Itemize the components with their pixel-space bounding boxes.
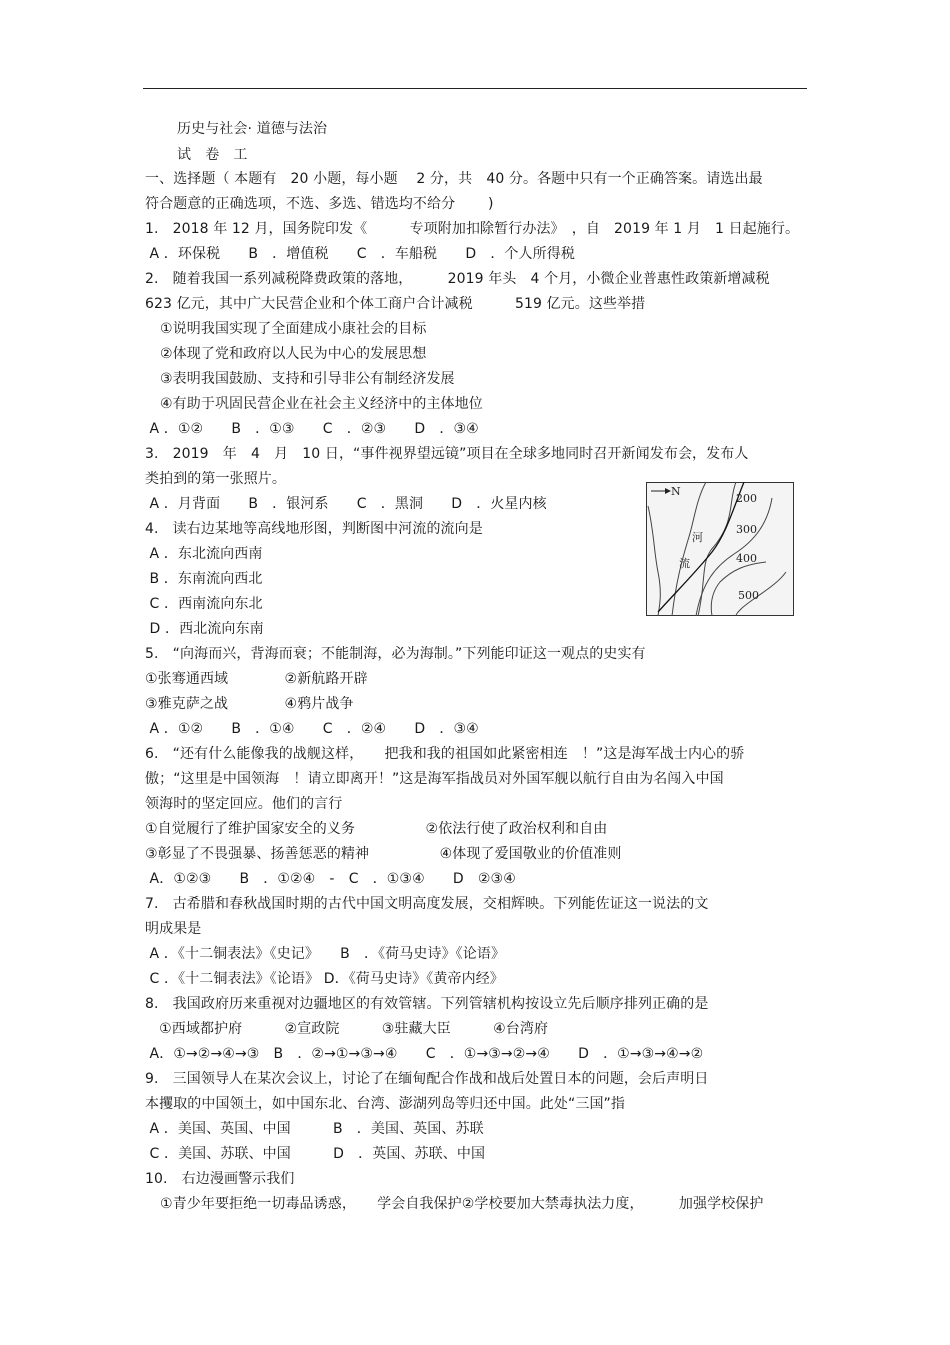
q4-option: D ．西北流向东南 bbox=[145, 621, 264, 637]
q9-stem-line1: 9. 三国领导人在某次会议上，讨论了在缅甸配合作战和战后处置日本的问题，会后声明日 bbox=[145, 1071, 709, 1087]
q9-options-row1: A ．美国、英国、中国 B ．美国、英国、苏联 bbox=[145, 1121, 484, 1137]
q2-item: ③表明我国鼓励、支持和引导非公有制经济发展 bbox=[160, 371, 455, 387]
q5-items-row1: ①张骞通西域 ②新航路开辟 bbox=[145, 671, 368, 687]
q2-item: ①说明我国实现了全面建成小康社会的目标 bbox=[160, 321, 427, 337]
header-rule bbox=[143, 88, 807, 89]
q5-items-row2: ③雅克萨之战 ④鸦片战争 bbox=[145, 696, 354, 712]
q3-stem-line2: 类拍到的第一张照片。 bbox=[145, 471, 286, 487]
q7-options-row1: A ．《十二铜表法》《史记》 B ．《荷马史诗》《论语》 bbox=[145, 946, 506, 962]
q8-stem: 8. 我国政府历来重视对边疆地区的有效管辖。下列管辖机构按设立先后顺序排列正确的是 bbox=[145, 996, 709, 1012]
paper-subtitle: 试 卷 工 bbox=[177, 147, 248, 163]
paper-title: 历史与社会· 道德与法治 bbox=[177, 121, 328, 137]
q1-options: A ．环保税 B ．增值税 C ．车船税 D ．个人所得税 bbox=[145, 246, 575, 262]
q4-option: C ．西南流向东北 bbox=[145, 596, 263, 612]
q5-options: A ．①② B ．①④ C ．②④ D ．③④ bbox=[145, 721, 479, 737]
q2-item: ②体现了党和政府以人民为中心的发展思想 bbox=[160, 346, 427, 362]
q4-option: A ．东北流向西南 bbox=[145, 546, 263, 562]
q2-stem-line1: 2. 随着我国一系列减税降费政策的落地， 2019 年头 4 个月，小微企业普惠性政策新增减税 bbox=[145, 271, 770, 287]
q10-stem: 10. 右边漫画警示我们 bbox=[145, 1171, 295, 1187]
q2-item: ④有助于巩固民营企业在社会主义经济中的主体地位 bbox=[160, 396, 483, 412]
north-label: N bbox=[671, 485, 681, 498]
q6-items-row2: ③彰显了不畏强暴、扬善惩恶的精神 ④体现了爱国敬业的价值准则 bbox=[145, 846, 622, 862]
q8-items: ①西域都护府 ②宣政院 ③驻藏大臣 ④台湾府 bbox=[145, 1021, 549, 1037]
contour-map bbox=[646, 482, 794, 616]
q2-options: A ．①② B ．①③ C ．②③ D ．③④ bbox=[145, 421, 479, 437]
q1-stem: 1. 2018 年 12 月，国务院印发《 专项附加扣除暂行办法》 ，自 2019 年 1 月 1 日起施行。 bbox=[145, 221, 800, 237]
section-instructions-line2: 符合题意的正确选项，不选、多选、错选均不给分 ) bbox=[145, 196, 494, 212]
river-label-1: 河 bbox=[692, 531, 703, 544]
q8-options: A．①→②→④→③ B ．②→①→③→④ C ．①→③→②→④ D ．①→③→④→② bbox=[145, 1046, 704, 1062]
q6-stem-line1: 6. “还有什么能像我的战舰这样， 把我和我的祖国如此紧密相连 ！”这是海军战士内心的骄 bbox=[145, 746, 745, 762]
q10-item1: ①青少年要拒绝一切毒品诱惑， 学会自我保护②学校要加大禁毒执法力度， 加强学校保护 bbox=[160, 1196, 764, 1212]
contour-label-300: 300 bbox=[736, 523, 757, 536]
q7-stem-line1: 7. 古希腊和春秋战国时期的古代中国文明高度发展，交相辉映。下列能佐证这一说法的文 bbox=[145, 896, 709, 912]
q4-option: B ．东南流向西北 bbox=[145, 571, 263, 587]
river-label-2: 流 bbox=[679, 557, 690, 570]
q6-items-row1: ①自觉履行了维护国家安全的义务 ②依法行使了政治权利和自由 bbox=[145, 821, 608, 837]
section-instructions-line1: 一、选择题（ 本题有 20 小题，每小题 2 分，共 40 分。各题中只有一个正确答案。请选出最 bbox=[145, 171, 763, 187]
q5-stem: 5. “向海而兴，背海而衰；不能制海，必为海制。”下列能印证这一观点的史实有 bbox=[145, 646, 646, 662]
q2-stem-line2: 623 亿元，其中广大民营企业和个体工商户合计减税 519 亿元。这些举措 bbox=[145, 296, 646, 312]
contour-label-200: 200 bbox=[736, 492, 757, 505]
contour-label-500: 500 bbox=[738, 589, 759, 602]
q6-stem-line3: 领海时的坚定回应。他们的言行 bbox=[145, 796, 343, 812]
q4-stem: 4. 读右边某地等高线地形图，判断图中河流的流向是 bbox=[145, 521, 483, 537]
contour-label-400: 400 bbox=[736, 552, 757, 565]
q6-options: A．①②③ B ．①②④ - C ．①③④ D ②③④ bbox=[145, 871, 516, 887]
q7-options-row2: C ．《十二铜表法》《论语》 D．《荷马史诗》《黄帝内经》 bbox=[145, 971, 504, 987]
q3-options: A ．月背面 B ．银河系 C ．黑洞 D ．火星内核 bbox=[145, 496, 547, 512]
q9-options-row2: C ．美国、苏联、中国 D ．英国、苏联、中国 bbox=[145, 1146, 486, 1162]
q7-stem-line2: 明成果是 bbox=[145, 921, 202, 937]
q6-stem-line2: 傲；“这里是中国领海 ！请立即离开！”这是海军指战员对外国军舰以航行自由为名闯入中国 bbox=[145, 771, 724, 787]
q9-stem-line2: 本攫取的中国领土，如中国东北、台湾、澎湖列岛等归还中国。此处“三国”指 bbox=[145, 1096, 626, 1112]
q3-stem-line1: 3. 2019 年 4 月 10 日，“事件视界望远镜”项目在全球多地同时召开新闻发布会，发布人 bbox=[145, 446, 749, 462]
